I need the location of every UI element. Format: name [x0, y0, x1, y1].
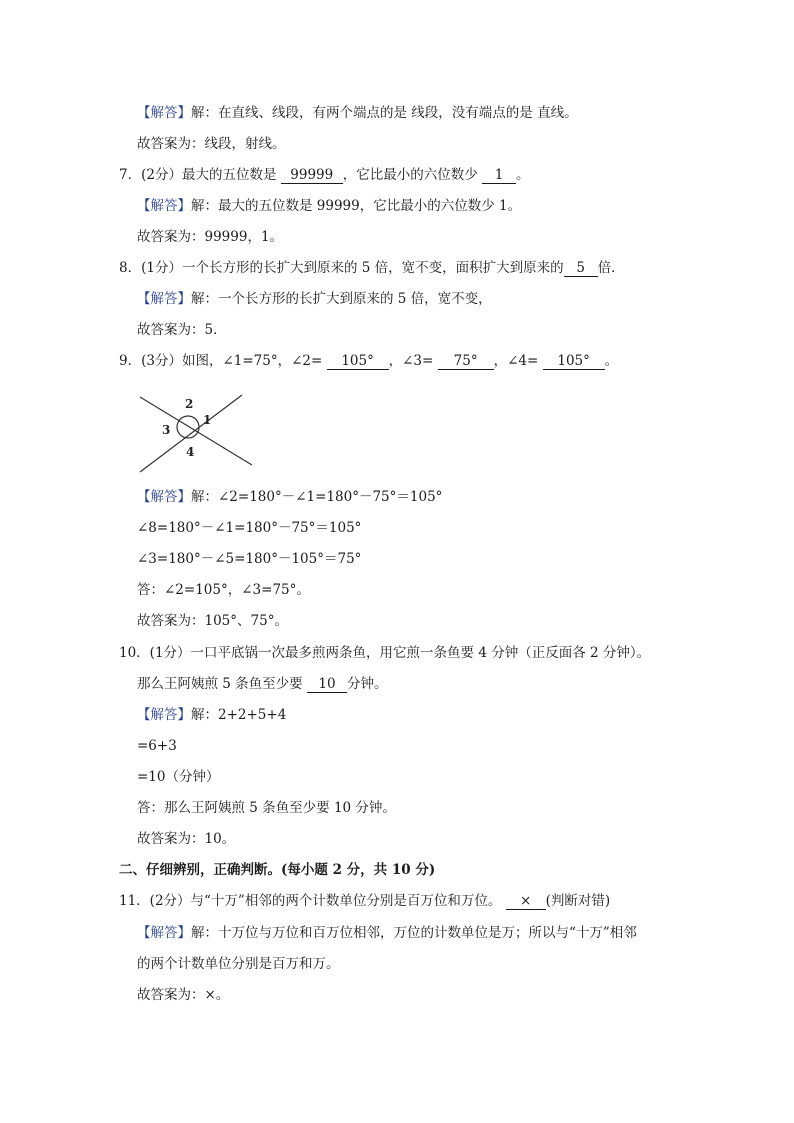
angle-label-1: 1: [203, 413, 212, 427]
q9-blank-2: 75°: [438, 353, 494, 370]
section-2-title: 二、仔细辨别，正确判断。(每小题 2 分，共 10 分): [119, 862, 436, 878]
q10-blank-1: 10: [307, 676, 347, 693]
q7-blank-1: 99999: [281, 167, 343, 184]
q10-suffix: 分钟。: [346, 676, 388, 692]
answer-tag: 【解答】: [137, 198, 191, 214]
q10-prefix-2: 那么王阿姨煎 5 条鱼至少要: [137, 676, 303, 692]
q8-answer-line: [137, 290, 492, 308]
q9-solution-3: ∠3=180°－∠5=180°－105°＝75°: [137, 551, 362, 567]
q10-question-2: [137, 675, 387, 693]
q6-answer-line: [137, 104, 578, 122]
q9-blank-3: 105°: [543, 353, 605, 370]
q7-middle: ，它比最小的六位数少: [342, 167, 478, 183]
q9-blank-1: 105°: [327, 353, 389, 370]
q11-suffix: (判断对错): [545, 893, 611, 909]
q11-blank-1: ×: [506, 893, 546, 910]
angles-figure: [136, 388, 256, 478]
q11-final: 故答案为：×。: [137, 987, 230, 1003]
q9-question: [119, 352, 618, 370]
q10-calc-2: =6+3: [137, 738, 177, 754]
q11-solution-2: 的两个计数单位分别是百万和万。: [137, 956, 340, 972]
q8-suffix: 倍．: [597, 260, 625, 276]
q9-solution-4: 答：∠2=105°，∠3=75°。: [137, 582, 310, 598]
q9-prefix: 9．(3分）如图，∠1=75°，∠2=: [119, 353, 323, 369]
q9-middle-2: ，∠4=: [493, 353, 539, 369]
q8-question: [119, 259, 625, 277]
q7-prefix: 7．(2分）最大的五位数是: [119, 167, 277, 183]
q9-solution-1: 解：∠2=180°－∠1=180°－75°＝105°: [191, 489, 443, 505]
q11-solution-1: 解：十万位与万位和百万位相邻，万位的计数单位是万；所以与“十万”相邻: [191, 925, 637, 941]
q7-solution: 解：最大的五位数是 99999，它比最小的六位数少 1。: [191, 198, 522, 214]
q9-suffix: 。: [604, 353, 619, 369]
answer-tag: 【解答】: [137, 925, 191, 941]
q7-blank-2: 1: [482, 167, 516, 184]
q8-prefix: 8．(1分）一个长方形的长扩大到原来的 5 倍，宽不变，面积扩大到原来的: [119, 260, 564, 276]
q8-final: 故答案为：5．: [137, 322, 227, 338]
q7-final: 故答案为：99999，1。: [137, 229, 284, 245]
answer-tag: 【解答】: [137, 707, 191, 723]
q10-answer-line: [137, 706, 286, 724]
q8-solution: 解：一个长方形的长扩大到原来的 5 倍，宽不变，: [191, 291, 492, 307]
q11-question: [119, 892, 610, 910]
q10-calc-1: 解：2+2+5+4: [191, 707, 287, 723]
q7-answer-line: [137, 197, 521, 215]
q11-answer-line: [137, 924, 637, 942]
q10-calc-3: =10（分钟）: [137, 769, 220, 785]
line-a: [140, 397, 252, 465]
angle-label-2: 2: [185, 397, 194, 411]
q8-blank-1: 5: [564, 260, 598, 277]
q10-final: 故答案为：10。: [137, 831, 236, 847]
q9-middle-1: ，∠3=: [388, 353, 434, 369]
q10-answer: 答：那么王阿姨煎 5 条鱼至少要 10 分钟。: [137, 800, 396, 816]
q9-answer-line: [137, 488, 442, 506]
q9-solution-2: ∠8=180°－∠1=180°－75°＝105°: [137, 520, 362, 536]
q10-question: 10．(1分）一口平底锅一次最多煎两条鱼，用它煎一条鱼要 4 分钟（正反面各 2 分钟）。: [119, 645, 651, 661]
angle-label-3: 3: [162, 423, 171, 437]
q7-question: [119, 166, 530, 184]
q6-final: 故答案为：线段，射线。: [137, 136, 286, 152]
answer-tag: 【解答】: [137, 105, 191, 121]
q11-prefix: 11．(2分）与“十万”相邻的两个计数单位分别是百万位和万位。: [119, 893, 502, 909]
angle-marker-circle: [177, 416, 199, 438]
q9-final: 故答案为：105°、75°。: [137, 613, 288, 629]
answer-tag: 【解答】: [137, 489, 191, 505]
angle-label-4: 4: [186, 445, 195, 459]
q6-solution: 解：在直线、线段，有两个端点的是 线段，没有端点的是 直线。: [191, 105, 578, 121]
q7-suffix: 。: [516, 167, 530, 183]
answer-tag: 【解答】: [137, 291, 191, 307]
